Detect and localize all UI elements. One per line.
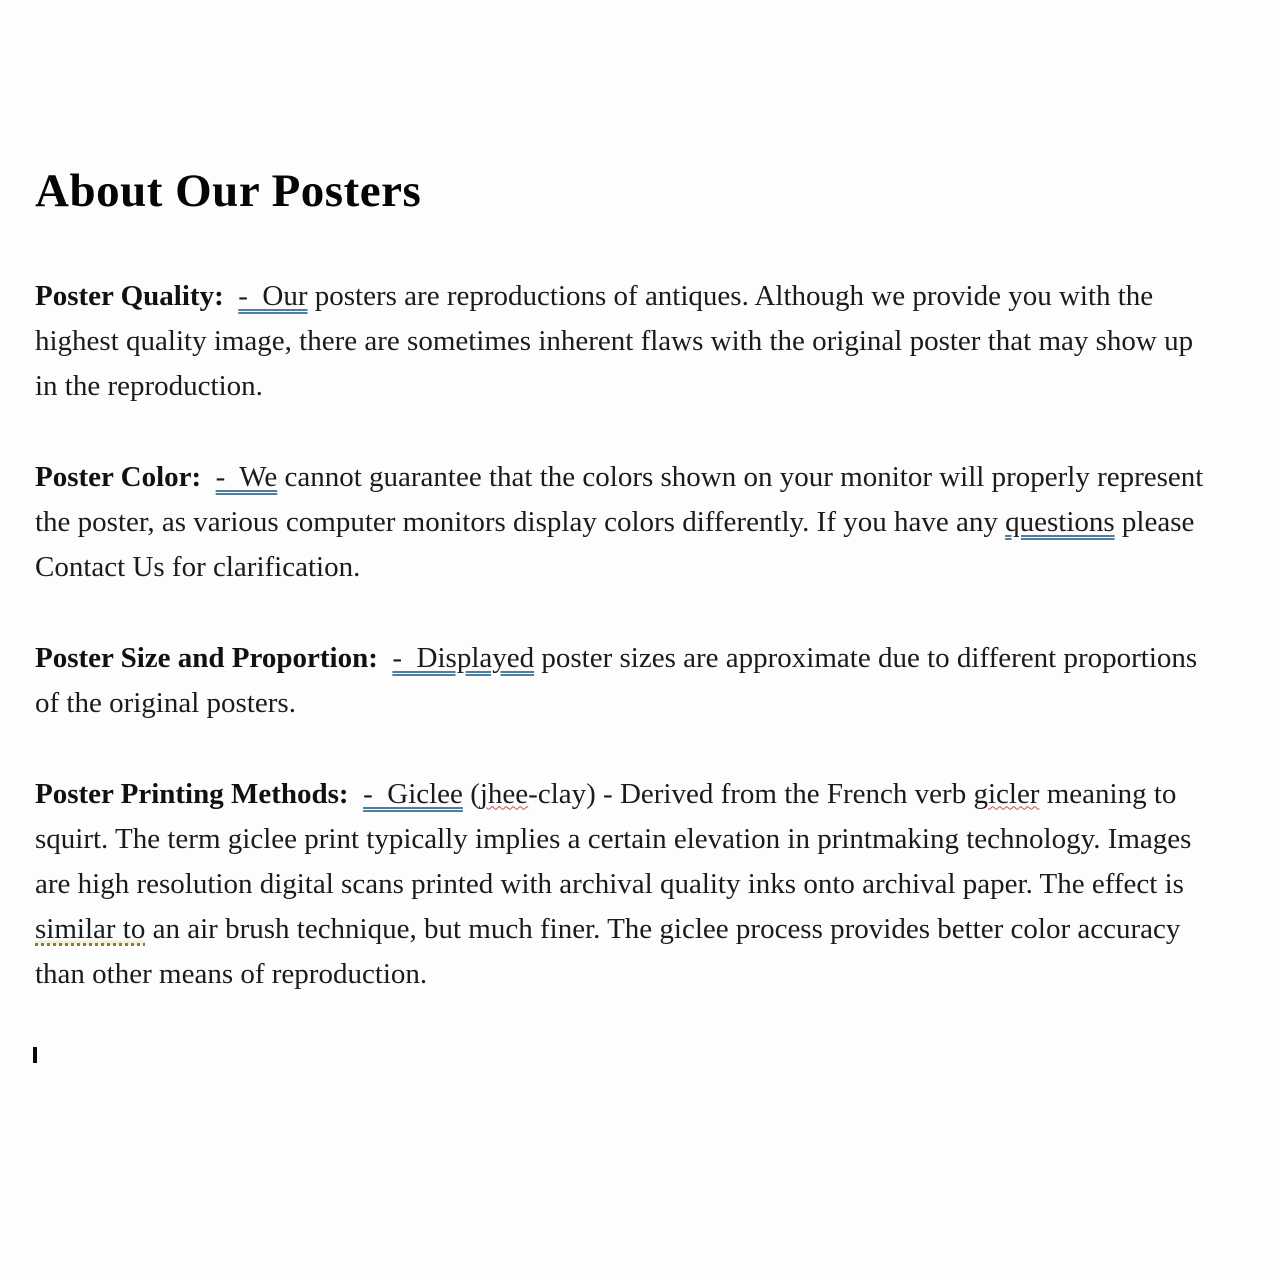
- text-run: cannot guarantee that the colors shown on your monitor will properly represent the poster, as various computer monitors display colors differently. If you have any: [35, 460, 1204, 538]
- text-run: [378, 642, 393, 674]
- page-title: About Our Posters: [35, 165, 422, 217]
- text-run: (: [462, 777, 480, 810]
- double-underlined-text: - Displayed: [392, 641, 535, 674]
- paragraph-poster-quality: [35, 274, 1210, 409]
- paragraph-poster-size-and-proportion: [35, 636, 1210, 726]
- text-run: [201, 461, 216, 493]
- text-cursor: [33, 1047, 37, 1063]
- double-underlined-text: - Giclee: [363, 777, 463, 810]
- text-run: posters are reproductions of antiques. Although we provide you with the highest quality image, there are sometimes inherent flaws with the original poster that may show up in the reproduction.: [35, 279, 1194, 402]
- text-run: poster sizes are approximate due to different proportions of the original posters.: [35, 641, 1198, 719]
- section-label: Poster Printing Methods:: [35, 777, 349, 810]
- double-underlined-text: - Our: [238, 279, 308, 312]
- grammar-suggestion-text: similar to: [35, 912, 146, 945]
- misspelled-word: gicler: [973, 777, 1040, 810]
- text-run: please Contact Us for clarification.: [35, 505, 1195, 583]
- double-underlined-text: - We: [215, 460, 278, 493]
- text-run: [349, 778, 364, 810]
- double-underlined-text: questions: [1005, 505, 1115, 538]
- misspelled-word: jhee: [479, 777, 529, 810]
- text-run: -clay) - Derived from the French verb: [528, 777, 974, 810]
- text-run: an air brush technique, but much finer. The giclee process provides better color accuracy than other means of reproduction.: [35, 912, 1181, 990]
- section-label: Poster Size and Proportion:: [35, 641, 378, 674]
- paragraphs: [35, 274, 1210, 997]
- section-label: Poster Quality:: [35, 279, 224, 312]
- section-label: Poster Color:: [35, 460, 202, 493]
- paragraph-poster-color: [35, 455, 1210, 590]
- text-run: meaning to squirt. The term giclee print typically implies a certain elevation in printmaking technology. Images are high resolution digital scans printed with archival quality inks onto archival paper. The effect is: [35, 777, 1192, 900]
- text-run: [224, 280, 239, 312]
- paragraph-poster-printing-methods: [35, 772, 1210, 997]
